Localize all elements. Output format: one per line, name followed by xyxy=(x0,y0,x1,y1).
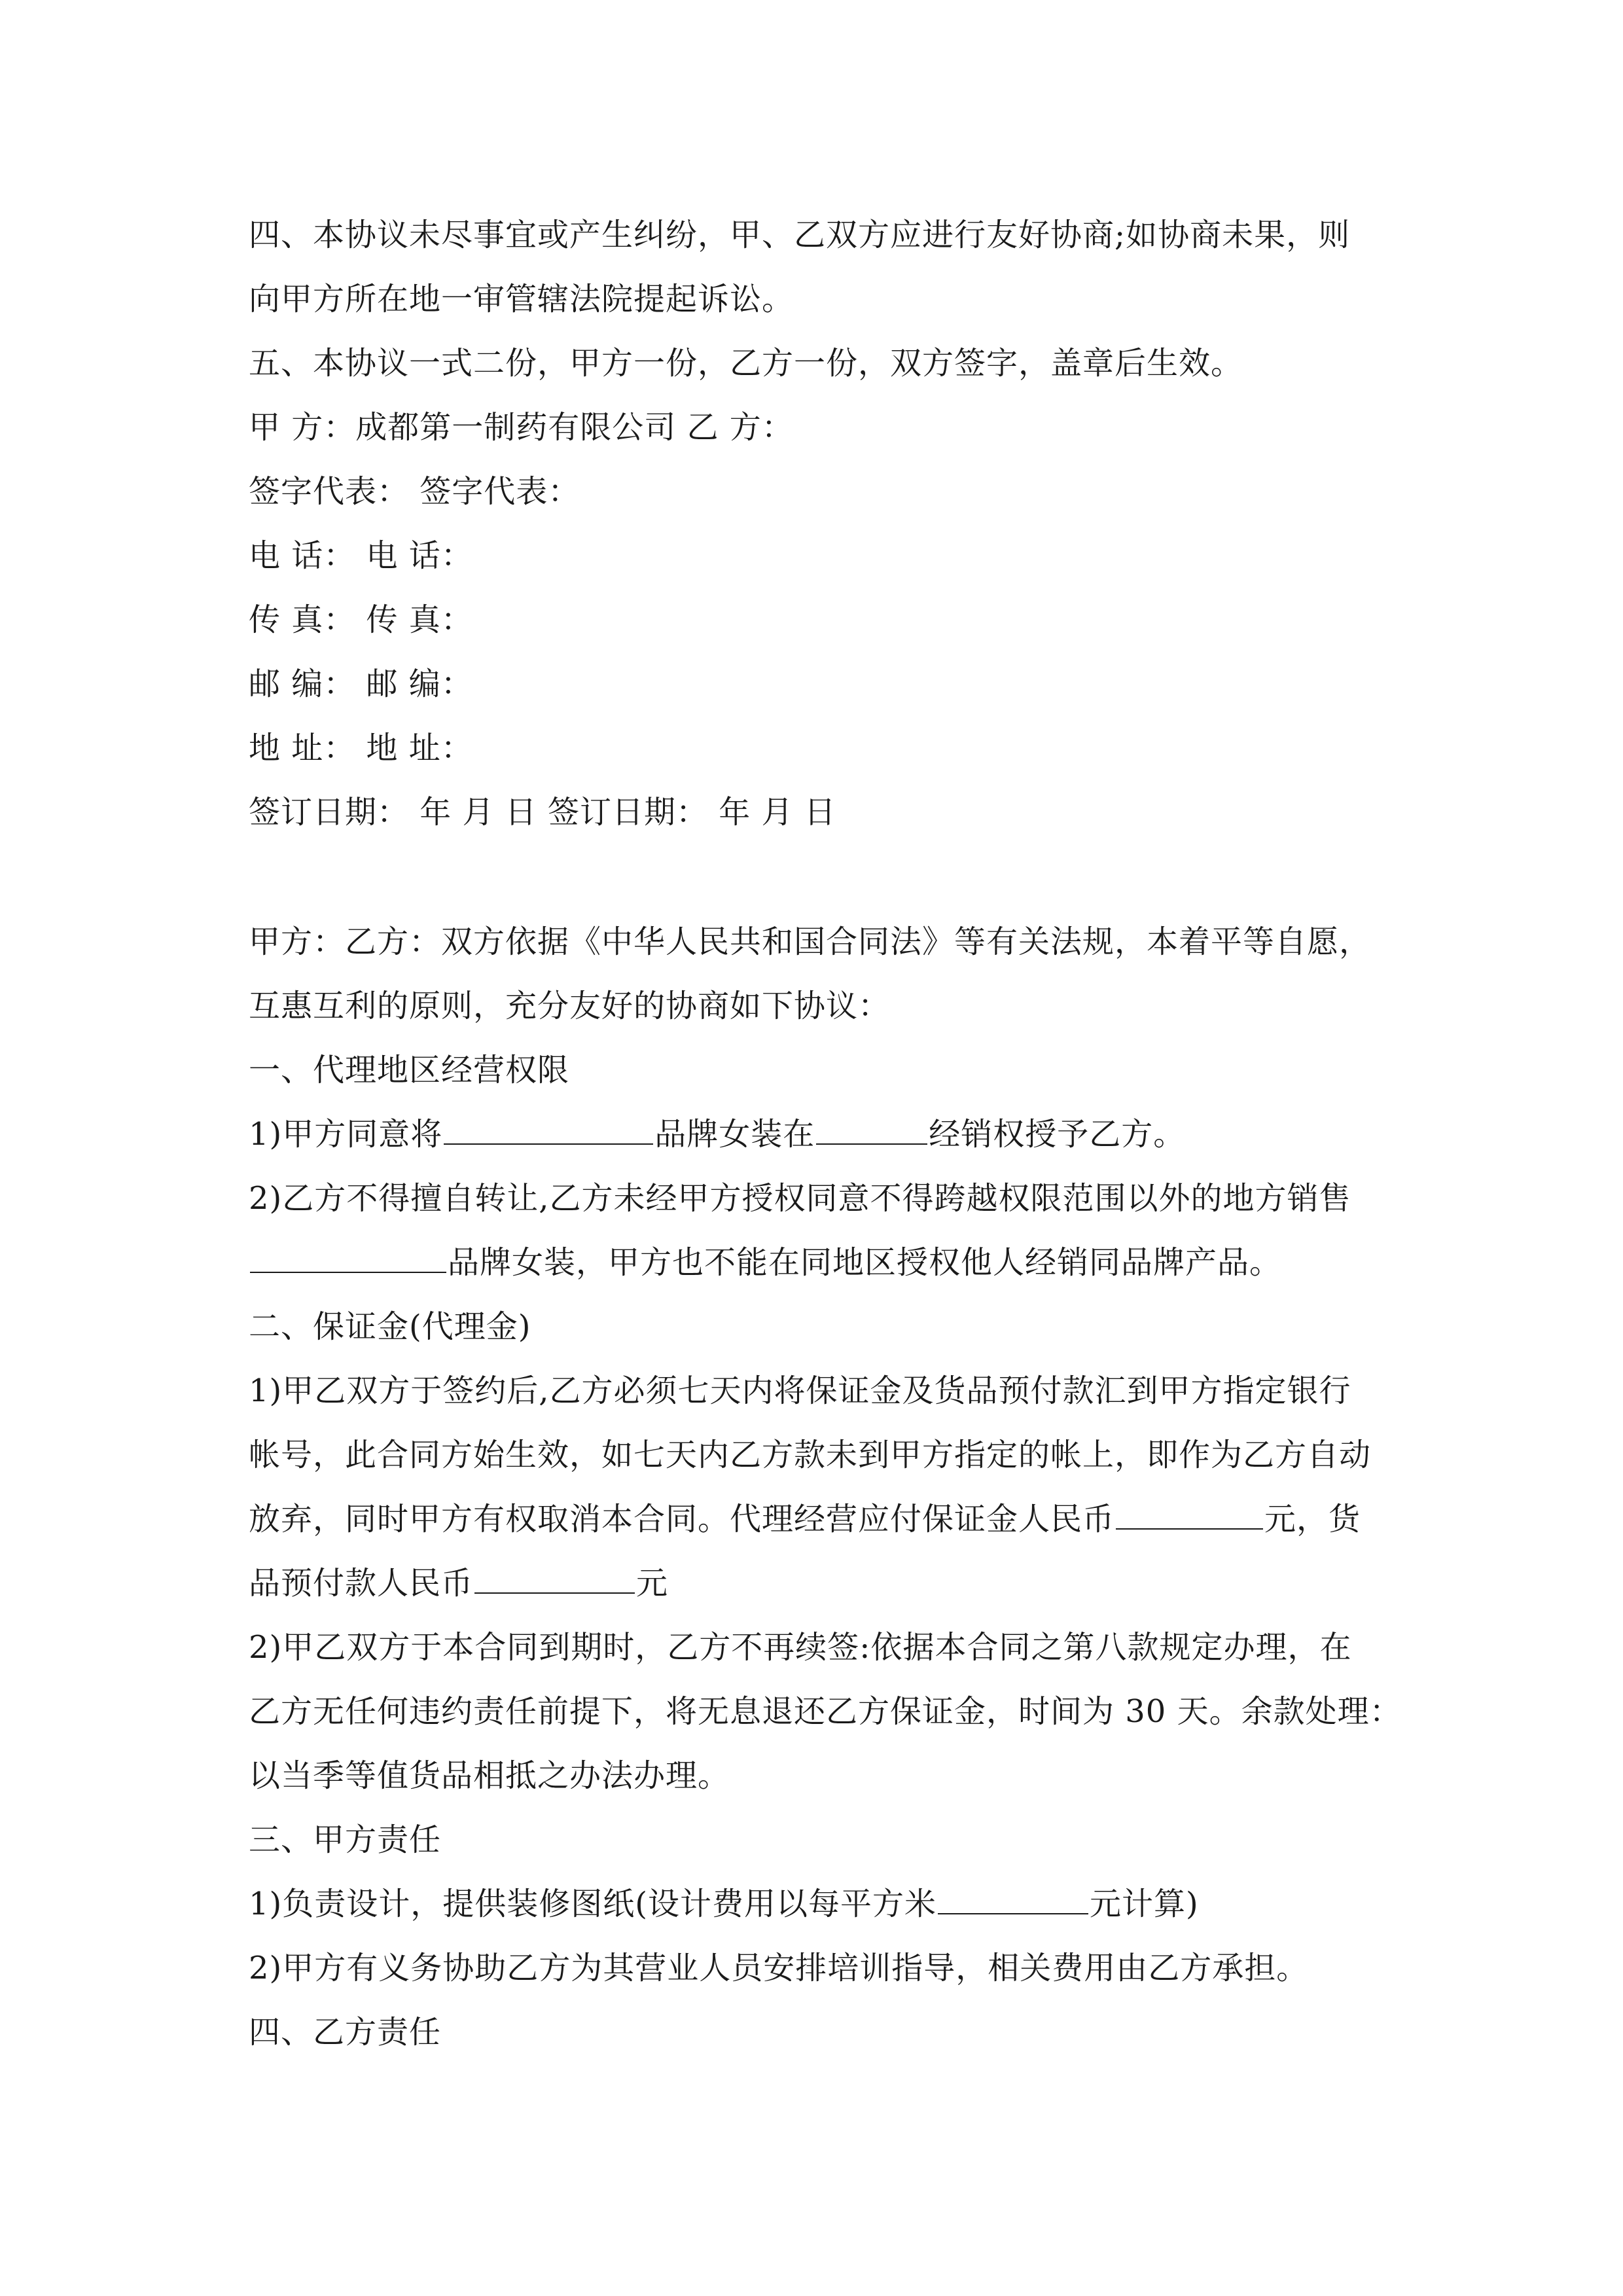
clause-2-1-line-3-a: 放弃，同时甲方有权取消本合同。代理经营应付保证金人民币 xyxy=(249,1501,1115,1537)
clause-2-2-line-3: 以当季等值货品相抵之办法办理。 xyxy=(249,1757,730,1794)
brand-blank-2 xyxy=(250,1246,446,1273)
clause-3-2: 2)甲方有义务协助乙方为其营业人员安排培训指导，相关费用由乙方承担。 xyxy=(249,1950,1309,1986)
clause-2-1-line-3-b: 元，货 xyxy=(1264,1501,1361,1537)
clause-2-1-line-4 xyxy=(249,1551,1378,1615)
clause-1-2-line-1: 2)乙方不得擅自转让,乙方未经甲方授权同意不得跨越权限范围以外的地方销售 xyxy=(249,1180,1351,1217)
intro-line-1: 甲方：乙方：双方依据《中华人民共和国合同法》等有关法规，本着平等自愿， xyxy=(249,924,1372,960)
clause-2-1-line-3 xyxy=(249,1487,1378,1551)
party-line: 甲 方：成都第一制药有限公司 乙 方： xyxy=(249,409,794,446)
fax-line: 传 真： 传 真： xyxy=(249,601,473,638)
sign-date-line: 签订日期： 年 月 日 签订日期： 年 月 日 xyxy=(249,794,836,831)
clause-1-2-line-2-text: 品牌女装，甲方也不能在同地区授权他人经销同品牌产品。 xyxy=(448,1244,1282,1281)
address-line: 地 址： 地 址： xyxy=(249,730,473,766)
heading-1: 一、代理地区经营权限 xyxy=(249,1052,570,1088)
design-fee-blank xyxy=(938,1887,1088,1914)
region-blank xyxy=(816,1117,927,1145)
section-gap xyxy=(249,844,1378,910)
clause-2-1-line-4-b: 元 xyxy=(636,1565,669,1602)
heading-4: 四、乙方责任 xyxy=(249,2014,442,2051)
heading-3: 三、甲方责任 xyxy=(249,1821,442,1858)
clause-2-1-line-2: 帐号，此合同方始生效，如七天内乙方款未到甲方指定的帐上，即作为乙方自动 xyxy=(249,1437,1372,1473)
clause-2-1-line-4-a: 品预付款人民币 xyxy=(249,1565,474,1602)
clause-1-1-part-b: 品牌女装在 xyxy=(654,1116,815,1153)
clause-4-line-2: 向甲方所在地一审管辖法院提起诉讼。 xyxy=(249,281,794,317)
clause-1-2-line-2 xyxy=(249,1230,1378,1295)
postcode-line: 邮 编： 邮 编： xyxy=(249,666,473,702)
clause-3-1 xyxy=(249,1872,1378,1936)
clause-1-1 xyxy=(249,1102,1378,1166)
clause-3-1-b: 元计算) xyxy=(1090,1886,1199,1922)
clause-2-1-line-1: 1)甲乙双方于签约后,乙方必须七天内将保证金及货品预付款汇到甲方指定银行 xyxy=(249,1372,1351,1409)
deposit-amount-blank xyxy=(1116,1502,1263,1530)
clause-3-1-a: 1)负责设计，提供装修图纸(设计费用以每平方米 xyxy=(249,1886,936,1922)
document-page xyxy=(249,203,1402,2064)
sign-rep-line: 签字代表： 签字代表： xyxy=(249,473,580,510)
clause-2-2-line-2: 乙方无任何违约责任前提下，将无息退还乙方保证金，时间为 30 天。余款处理： xyxy=(249,1693,1402,1730)
clause-1-1-part-a: 1)甲方同意将 xyxy=(249,1116,443,1153)
prepayment-amount-blank xyxy=(474,1566,635,1594)
clause-2-2-line-1: 2)甲乙双方于本合同到期时，乙方不再续签:依据本合同之第八款规定办理，在 xyxy=(249,1629,1352,1666)
clause-5: 五、本协议一式二份，甲方一份，乙方一份，双方签字，盖章后生效。 xyxy=(249,345,1243,382)
phone-line: 电 话： 电 话： xyxy=(249,537,473,574)
clause-4-line-1: 四、本协议未尽事宜或产生纠纷，甲、乙双方应进行友好协商;如协商未果，则 xyxy=(249,217,1351,253)
brand-blank xyxy=(444,1117,653,1145)
intro-line-2: 互惠互利的原则，充分友好的协商如下协议： xyxy=(249,988,891,1024)
clause-1-1-part-c: 经销权授予乙方。 xyxy=(929,1116,1186,1153)
heading-2: 二、保证金(代理金) xyxy=(249,1308,531,1345)
